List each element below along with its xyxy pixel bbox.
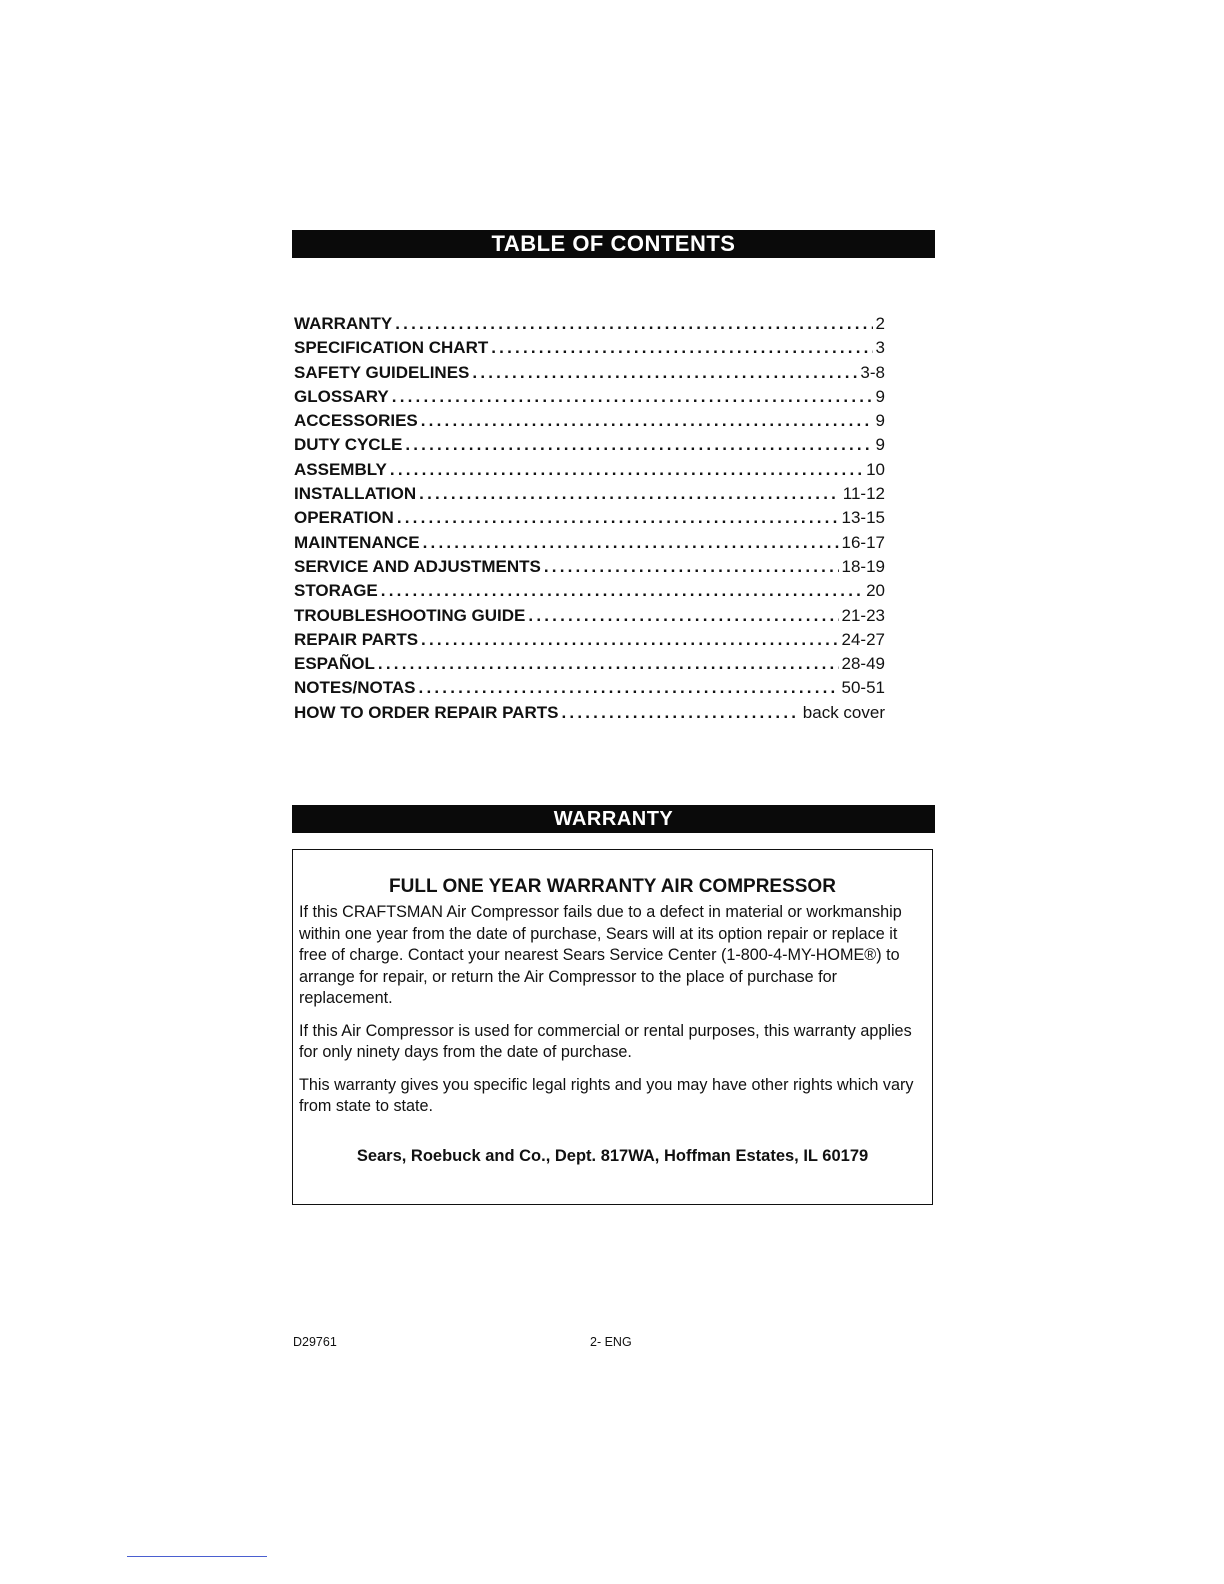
toc-dot-leader	[472, 361, 857, 385]
warranty-paragraph: This warranty gives you specific legal rights and you may have other rights which vary from state to state.	[299, 1075, 914, 1115]
toc-entry-page: 18-19	[841, 556, 885, 576]
toc-entry-label: SAFETY GUIDELINES	[294, 362, 470, 382]
toc-entry-page: back cover	[802, 702, 885, 722]
toc-entry-page: 28-49	[841, 654, 885, 674]
toc-entry-label: TROUBLESHOOTING GUIDE	[294, 605, 526, 625]
toc-entry-operation[interactable]	[294, 506, 885, 530]
toc-entry-label: SERVICE AND ADJUSTMENTS	[294, 556, 541, 576]
warranty-paragraph: If this Air Compressor is used for commercial or rental purposes, this warranty applies for only ninety days from the date of purchase.	[299, 1021, 912, 1061]
toc-entry-page: 50-51	[841, 678, 885, 698]
toc-list	[294, 312, 885, 725]
toc-entry-warranty[interactable]	[294, 312, 885, 336]
toc-entry-accessories[interactable]	[294, 409, 885, 433]
toc-entry-page: 16-17	[841, 532, 885, 552]
toc-entry-page: 9	[875, 411, 885, 431]
toc-entry-page: 9	[875, 435, 885, 455]
toc-dot-leader	[528, 604, 838, 628]
toc-entry-page: 3	[875, 338, 885, 358]
toc-entry-page: 13-15	[841, 508, 885, 528]
toc-entry-page: 2	[875, 314, 885, 333]
toc-entry-label: MAINTENANCE	[294, 532, 420, 552]
toc-entry-duty-cycle[interactable]	[294, 433, 885, 457]
toc-dot-leader	[544, 555, 839, 579]
warranty-paragraph: If this CRAFTSMAN Air Compressor fails due to a defect in material or workmanship within one year from the date of purchase, Sears will at its option repair or replace it free of charge. Contact your nearest Sears Service Center (1-800-4-MY-HOME®) to arrange for repair, or return the Air Compressor to the place of purchase for replacement.	[299, 903, 902, 1007]
toc-entry-espanol[interactable]	[294, 652, 885, 676]
toc-entry-label: HOW TO ORDER REPAIR PARTS	[294, 702, 559, 722]
toc-dot-leader	[397, 506, 839, 530]
toc-dot-leader	[419, 482, 840, 506]
document-code: D29761	[293, 1335, 337, 1349]
toc-entry-repair-parts[interactable]	[294, 628, 885, 652]
toc-entry-glossary[interactable]	[294, 385, 885, 409]
toc-dot-leader	[419, 676, 839, 700]
toc-entry-label: ESPAÑOL	[294, 654, 375, 674]
warranty-body	[299, 902, 929, 1129]
toc-entry-maintenance[interactable]	[294, 531, 885, 555]
toc-entry-label: DUTY CYCLE	[294, 435, 403, 455]
toc-entry-storage[interactable]	[294, 579, 885, 603]
toc-dot-leader	[423, 531, 839, 555]
toc-dot-leader	[390, 458, 863, 482]
toc-entry-label: ASSEMBLY	[294, 459, 387, 479]
toc-entry-page: 11-12	[842, 484, 885, 504]
toc-entry-label: OPERATION	[294, 508, 394, 528]
warranty-box	[292, 849, 933, 1205]
toc-dot-leader	[395, 312, 872, 336]
toc-dot-leader	[378, 652, 839, 676]
toc-entry-label: INSTALLATION	[294, 484, 417, 504]
toc-entry-how-to-order-repair-parts[interactable]	[294, 701, 885, 725]
toc-entry-troubleshooting-guide[interactable]	[294, 604, 885, 628]
toc-entry-specification-chart[interactable]	[294, 336, 885, 360]
warranty-header: WARRANTY	[292, 805, 935, 833]
toc-entry-safety-guidelines[interactable]	[294, 361, 885, 385]
toc-entry-label: WARRANTY	[294, 314, 393, 333]
toc-entry-label: ACCESSORIES	[294, 411, 418, 431]
toc-entry-label: STORAGE	[294, 581, 378, 601]
toc-dot-leader	[392, 385, 873, 409]
toc-dot-leader	[381, 579, 863, 603]
toc-entry-label: REPAIR PARTS	[294, 629, 419, 649]
divider-line	[127, 1556, 267, 1557]
toc-entry-page: 21-23	[841, 605, 885, 625]
toc-entry-page: 10	[866, 459, 885, 479]
toc-dot-leader	[421, 628, 838, 652]
toc-entry-page: 20	[866, 581, 885, 601]
toc-entry-label: NOTES/NOTAS	[294, 678, 416, 698]
toc-dot-leader	[491, 336, 872, 360]
toc-entry-installation[interactable]	[294, 482, 885, 506]
toc-entry-label: SPECIFICATION CHART	[294, 338, 489, 358]
toc-entry-assembly[interactable]	[294, 458, 885, 482]
toc-entry-page: 3-8	[860, 362, 885, 382]
toc-entry-page: 24-27	[841, 629, 885, 649]
toc-entry-notes-notas[interactable]	[294, 676, 885, 700]
toc-entry-label: GLOSSARY	[294, 386, 389, 406]
page-number: 2- ENG	[590, 1335, 632, 1349]
warranty-title: FULL ONE YEAR WARRANTY AIR COMPRESSOR	[389, 876, 836, 897]
toc-header: TABLE OF CONTENTS	[292, 230, 935, 258]
toc-entry-page: 9	[875, 386, 885, 406]
toc-entry-service-and-adjustments[interactable]	[294, 555, 885, 579]
warranty-address: Sears, Roebuck and Co., Dept. 817WA, Hoffman Estates, IL 60179	[356, 1147, 869, 1165]
toc-dot-leader	[561, 701, 799, 725]
toc-dot-leader	[421, 409, 873, 433]
toc-dot-leader	[405, 433, 872, 457]
